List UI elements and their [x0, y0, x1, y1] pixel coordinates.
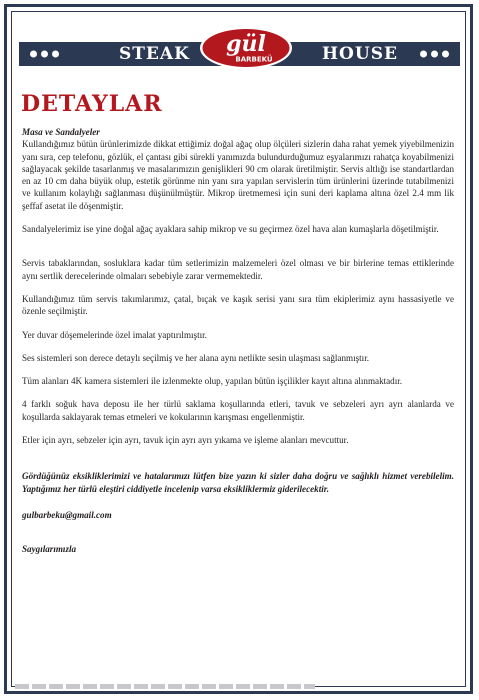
paragraph-cutlery: Kullandığımız tüm servis takımlarımız, çatal, bıçak ve kaşık serisi yanı sıra tüm ekiplerimiz aynı hassasiyetle ve özenle seçilmiştir.	[22, 293, 454, 317]
document-body	[22, 126, 454, 567]
header-word-left: STEAK	[119, 44, 190, 64]
footer-decorative-strip	[15, 684, 315, 689]
paragraph-cold-storage: 4 farklı soğuk hava deposu ile her türlü saklama koşullarında etleri, tavuk ve sebzeleri ayrı ayrı alanlarda ve koşullarda saklayarak temas etmeleri ve kokularının karışması engellenmiştir.	[22, 399, 454, 422]
svg-text:gül: gül	[226, 31, 266, 57]
contact-email: gulbarbeku@gmail.com	[22, 509, 112, 520]
signature: Saygılarımızla	[22, 544, 77, 555]
left-dots-ornament	[30, 51, 59, 58]
header-word-right: HOUSE	[322, 44, 398, 64]
paragraph-washing-areas: Etler için ayrı, sebzeler için ayrı, tavuk için ayrı ayrı yıkama ve işleme alanları mevcuttur.	[22, 435, 349, 446]
paragraph-cameras: Tüm alanları 4K kamera sistemleri ile izlenmekte olup, yapılan bütün işçilikler kayıt altına alınmaktadır.	[22, 376, 403, 387]
gul-barbeku-logo	[199, 26, 293, 70]
paragraph-service-plates: Servis tabaklarından, sosluklara kadar tüm setlerimizin malzemeleri özel olması ve bir birlerine temas ettiklerinde aynı sertlik derecelerinde olmaları sebebiyle zarar vermemektedir.	[22, 258, 454, 281]
svg-text:BARBEKÜ: BARBEKÜ	[235, 55, 273, 64]
paragraph-sound: Ses sistemleri son derece detaylı seçilmiş ve her alana aynı netlikte sesin ulaşması sağlanmıştır.	[22, 352, 369, 363]
page-title: DETAYLAR	[21, 91, 163, 117]
paragraph-chairs: Sandalyelerimiz ise yine doğal ağaç ayaklara sahip mikrop ve su geçirmez özel hava alan kumaşlarla döşetilmiştir.	[22, 224, 439, 235]
paragraph-tables: Kullandığımız bütün ürünlerimizde dikkat ettiğimiz doğal ağaç olup ölçüleri sizlerin daha rahat yemek yiyebilmenizin yanı sıra, cep telefonu, gözlük, el çantası gibi sürekli yanımızda bulundurduğumuz eşyalarımızı rahatça koyabilmenizi sağlayacak şekilde tasarlanmış ve masalarımızın genişlikleri 90 cm olarak üretilmiştir. Servis altlığı ise standartlardan en az 10 cm daha büyük olup, estetik görünme nin yanı sıra yapılan servislerin tüm ürünlerini üzerinde tutabilmenizi ve kullanım kolaylığı sağlanması düşünülmüştür. Mikrop üretmemesi için suni deri kaplama altına özel 2.4 mm lik şeffaf asetat ile döşenmiştir.	[22, 139, 454, 211]
closing-note: Gördüğünüz eksikliklerimizi ve hatalarımızı lütfen bize yazın ki sizler daha doğru ve sağlıklı hizmet verebilelim. Yaptığımız her türlü eleştiri ciddiyetle incelenip varsa eksikliklermiz giderilecektir.	[22, 471, 454, 494]
paragraph-flooring: Yer duvar döşemelerinde özel imalat yaptırılmıştır.	[22, 329, 207, 340]
right-dots-ornament	[420, 51, 449, 58]
section-subtitle: Masa ve Sandalyeler	[22, 127, 100, 137]
